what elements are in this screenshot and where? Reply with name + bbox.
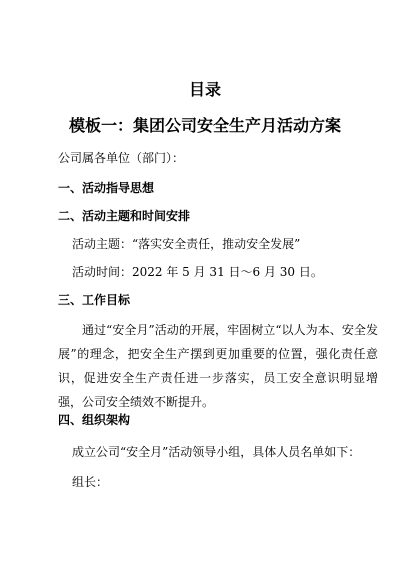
organization-line: 成立公司“安全月”活动领导小组，具体人员名单如下： — [72, 445, 361, 459]
section-heading-goals: 三、工作目标 — [58, 293, 131, 307]
section-heading-theme-schedule: 二、活动主题和时间安排 — [58, 209, 191, 223]
activity-theme: 活动主题：“落实安全责任，推动安全发展” — [72, 237, 301, 251]
document-title: 模板一：集团公司安全生产月活动方案 — [68, 116, 341, 135]
group-leader-label: 组长： — [72, 475, 109, 489]
toc-title: 目录 — [188, 80, 221, 99]
goals-paragraph: 通过“安全月”活动的开展，牢固树立“以人为本、安全发展”的理念，把安全生产摆到更加重要的位置，强化责任意识，促进安全生产责任进一步落实，员工安全意识明显增强，公司安全绩效不断提升。 — [58, 323, 378, 409]
salutation: 公司属各单位（部门）： — [58, 151, 185, 165]
section-heading-guiding-ideology: 一、活动指导思想 — [58, 181, 155, 195]
section-heading-organization: 四、组织架构 — [58, 413, 131, 427]
activity-time: 活动时间：2022 年 5 月 31 日～6 月 30 日。 — [72, 265, 323, 279]
